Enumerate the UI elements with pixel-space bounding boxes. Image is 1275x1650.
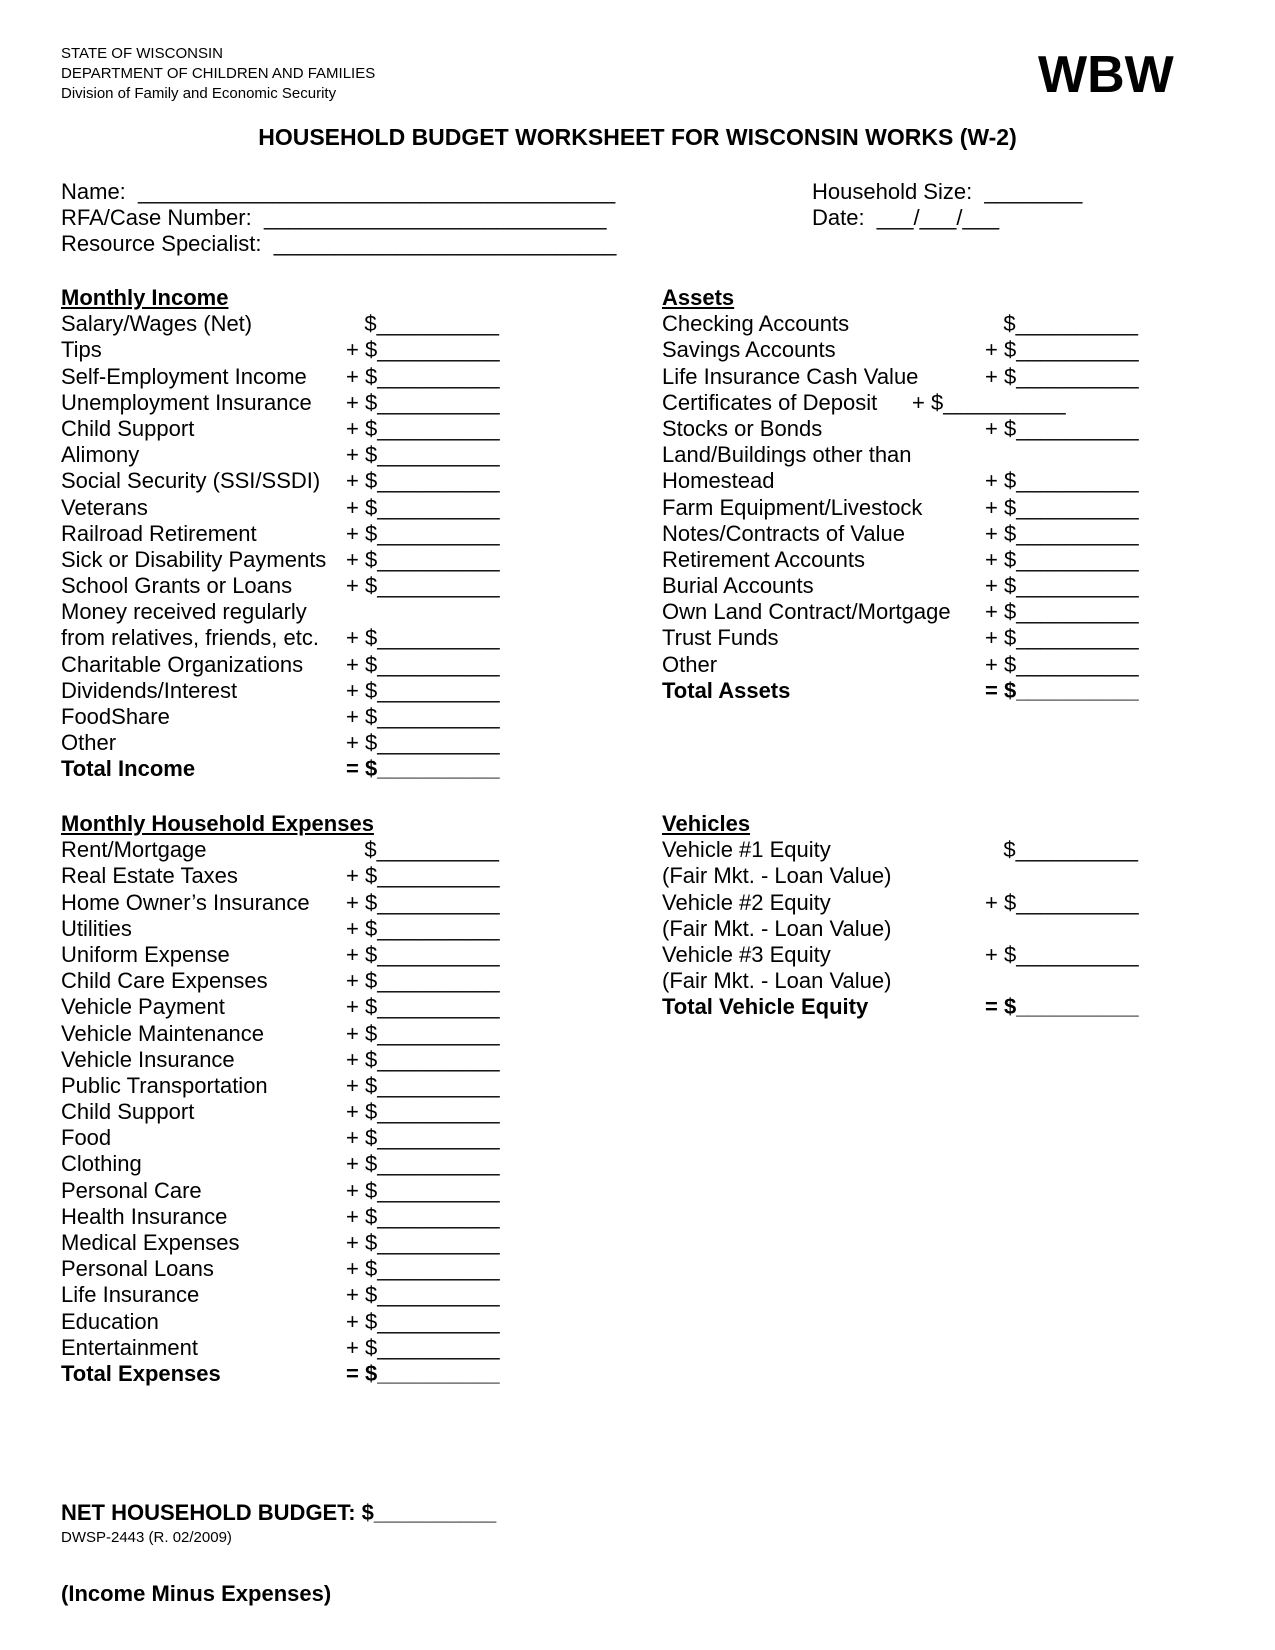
expense-row-vehicle-insurance bbox=[61, 1047, 561, 1073]
vehicle-label: Vehicle #2 Equity bbox=[662, 889, 831, 915]
expense-row-rent-mortgage bbox=[61, 837, 561, 863]
expense-row-personal-care bbox=[61, 1178, 561, 1204]
income-label: Social Security (SSI/SSDI) bbox=[61, 468, 321, 494]
income-row-railroad-retirement bbox=[61, 521, 561, 547]
monthly-income-section bbox=[61, 285, 561, 783]
asset-label: Life Insurance Cash Value bbox=[662, 363, 919, 389]
asset-label: Own Land Contract/Mortgage bbox=[662, 599, 951, 625]
income-amount-field[interactable]: + $__________ bbox=[346, 625, 500, 651]
income-amount-field[interactable]: = $__________ bbox=[346, 756, 500, 782]
income-heading bbox=[61, 285, 561, 311]
income-label: FoodShare bbox=[61, 704, 170, 729]
asset-row-stocks-or-bonds bbox=[662, 416, 1222, 442]
asset-label: Retirement Accounts bbox=[662, 546, 865, 572]
income-label: Charitable Organizations bbox=[61, 651, 304, 677]
vehicle-row-vehicle-1-equity bbox=[662, 837, 1222, 863]
asset-row-burial-accounts bbox=[662, 573, 1222, 599]
expense-label: Food bbox=[61, 1125, 112, 1151]
asset-label: Homestead bbox=[662, 468, 775, 494]
income-amount-field[interactable]: + $__________ bbox=[346, 651, 500, 677]
income-amount-field[interactable]: $__________ bbox=[346, 311, 499, 337]
asset-amount-field[interactable]: + $__________ bbox=[985, 573, 1139, 599]
asset-label: Burial Accounts bbox=[662, 573, 814, 599]
income-label: from relatives, friends, etc. bbox=[61, 625, 319, 651]
expense-row-clothing bbox=[61, 1151, 561, 1177]
household-size-field[interactable]: Household Size: ________ bbox=[812, 179, 1083, 204]
asset-label: Farm Equipment/Livestock bbox=[662, 494, 923, 520]
asset-row-own-land-contract-mortgage bbox=[662, 599, 1222, 625]
asset-label: Land/Buildings other than bbox=[662, 442, 912, 468]
expense-row-public-transportation bbox=[61, 1073, 561, 1099]
expense-amount-field[interactable]: + $__________ bbox=[346, 863, 500, 889]
income-row-charitable-organizations bbox=[61, 652, 561, 678]
expense-row-vehicle-maintenance bbox=[61, 1021, 561, 1047]
income-label: School Grants or Loans bbox=[61, 573, 293, 599]
income-row-other bbox=[61, 730, 561, 756]
asset-label: Trust Funds bbox=[662, 625, 779, 651]
vehicle-amount-field[interactable]: + $__________ bbox=[985, 889, 1139, 915]
income-label: Other bbox=[61, 730, 117, 756]
expense-row-uniform-expense bbox=[61, 942, 561, 968]
income-label: Alimony bbox=[61, 442, 140, 468]
net-budget-line[interactable]: NET HOUSEHOLD BUDGET: $__________ bbox=[61, 1500, 497, 1525]
asset-amount-field[interactable]: $__________ bbox=[985, 311, 1138, 337]
asset-row-checking-accounts bbox=[662, 311, 1222, 337]
expense-label: Child Support bbox=[61, 1099, 195, 1125]
expense-label: Health Insurance bbox=[61, 1203, 228, 1229]
income-label: Self-Employment Income bbox=[61, 363, 307, 389]
income-amount-field[interactable]: + $__________ bbox=[346, 546, 500, 572]
expense-label: Entertainment bbox=[61, 1334, 198, 1360]
income-label: Railroad Retirement bbox=[61, 520, 257, 546]
expense-amount-field[interactable]: + $__________ bbox=[346, 941, 500, 967]
vehicle-heading: Vehicles bbox=[662, 811, 751, 836]
vehicle-row-fair-mkt-loan-value bbox=[662, 916, 1222, 942]
asset-amount-field[interactable]: + $__________ bbox=[912, 389, 1066, 415]
income-row-self-employment-income bbox=[61, 364, 561, 390]
expense-row-health-insurance bbox=[61, 1204, 561, 1230]
asset-row-other bbox=[662, 652, 1222, 678]
expense-label: Life Insurance bbox=[61, 1282, 200, 1308]
expense-amount-field[interactable]: $__________ bbox=[346, 837, 499, 863]
income-amount-field[interactable]: + $__________ bbox=[346, 363, 500, 389]
vehicle-row-vehicle-2-equity bbox=[662, 890, 1222, 916]
agency-state: STATE OF WISCONSIN bbox=[61, 45, 223, 62]
income-total-total-income bbox=[61, 756, 561, 782]
income-row-veterans bbox=[61, 495, 561, 521]
asset-amount-field[interactable]: + $__________ bbox=[985, 520, 1139, 546]
income-row-school-grants-or-loans bbox=[61, 573, 561, 599]
income-amount-field[interactable]: + $__________ bbox=[346, 468, 500, 494]
vehicle-label: Vehicle #3 Equity bbox=[662, 941, 831, 967]
income-row-sick-or-disability-payments bbox=[61, 547, 561, 573]
income-amount-field[interactable]: + $__________ bbox=[346, 389, 500, 415]
vehicle-row-fair-mkt-loan-value bbox=[662, 863, 1222, 889]
expense-heading bbox=[61, 811, 561, 837]
income-label: Child Support bbox=[61, 415, 195, 441]
vehicles-section bbox=[662, 811, 1222, 1021]
asset-row-savings-accounts bbox=[662, 337, 1222, 363]
income-amount-field[interactable]: + $__________ bbox=[346, 494, 500, 520]
agency-block bbox=[61, 44, 375, 104]
expense-label: Vehicle Payment bbox=[61, 994, 225, 1020]
income-row-social-security-ssi-ssdi bbox=[61, 468, 561, 494]
agency-division: Division of Family and Economic Security bbox=[61, 85, 337, 102]
expense-row-medical-expenses bbox=[61, 1230, 561, 1256]
income-amount-field[interactable]: + $__________ bbox=[346, 520, 500, 546]
asset-heading bbox=[662, 285, 1222, 311]
expense-amount-field[interactable]: + $__________ bbox=[346, 1334, 500, 1360]
expense-amount-field[interactable]: + $__________ bbox=[346, 968, 500, 994]
asset-amount-field[interactable]: + $__________ bbox=[985, 415, 1139, 441]
expense-row-home-owner-s-insurance bbox=[61, 890, 561, 916]
asset-amount-field[interactable]: + $__________ bbox=[985, 599, 1139, 625]
expense-label: Rent/Mortgage bbox=[61, 837, 207, 863]
expense-label: Clothing bbox=[61, 1151, 142, 1177]
expense-amount-field[interactable]: + $__________ bbox=[346, 994, 500, 1020]
asset-row-notes-contracts-of-value bbox=[662, 521, 1222, 547]
expense-heading: Monthly Household Expenses bbox=[61, 811, 374, 836]
expense-row-child-care-expenses bbox=[61, 968, 561, 994]
asset-amount-field[interactable]: = $__________ bbox=[985, 677, 1139, 703]
form-code: WBW bbox=[1038, 46, 1174, 104]
expense-label: Medical Expenses bbox=[61, 1230, 240, 1255]
asset-row-certificates-of-deposit bbox=[662, 390, 1222, 416]
expense-amount-field[interactable]: = $__________ bbox=[346, 1360, 500, 1386]
expense-row-entertainment bbox=[61, 1335, 561, 1361]
resource-specialist-field[interactable]: Resource Specialist: ____________________________ bbox=[61, 231, 617, 256]
asset-label: Other bbox=[662, 651, 718, 677]
page-title: HOUSEHOLD BUDGET WORKSHEET FOR WISCONSIN WORKS (W-2) bbox=[258, 124, 1017, 150]
income-label: Sick or Disability Payments bbox=[61, 546, 327, 572]
income-amount-field[interactable]: + $__________ bbox=[346, 573, 500, 599]
asset-row-trust-funds bbox=[662, 625, 1222, 651]
expense-row-utilities bbox=[61, 916, 561, 942]
income-label: Unemployment Insurance bbox=[61, 389, 312, 415]
expense-amount-field[interactable]: + $__________ bbox=[346, 889, 500, 915]
expense-label: Total Expenses bbox=[61, 1360, 221, 1386]
asset-label: Checking Accounts bbox=[662, 311, 850, 337]
expense-label: Personal Care bbox=[61, 1177, 202, 1203]
income-amount-field[interactable]: + $__________ bbox=[346, 442, 500, 468]
vehicle-amount-field[interactable]: = $__________ bbox=[985, 994, 1139, 1020]
expense-row-vehicle-payment bbox=[61, 994, 561, 1020]
asset-label: Total Assets bbox=[662, 677, 791, 703]
expense-label: Personal Loans bbox=[61, 1256, 214, 1282]
expense-amount-field[interactable]: + $__________ bbox=[346, 1203, 500, 1229]
vehicle-total-total-vehicle-equity bbox=[662, 994, 1222, 1020]
expense-label: Vehicle Insurance bbox=[61, 1046, 235, 1072]
income-amount-field[interactable]: + $__________ bbox=[346, 415, 500, 441]
vehicle-label: Vehicle #1 Equity bbox=[662, 837, 831, 863]
date-field[interactable]: Date: ___/___/___ bbox=[812, 205, 1000, 230]
expense-row-life-insurance bbox=[61, 1282, 561, 1308]
expense-amount-field[interactable]: + $__________ bbox=[346, 1256, 500, 1282]
income-row-salary-wages-net bbox=[61, 311, 561, 337]
vehicle-label: (Fair Mkt. - Loan Value) bbox=[662, 863, 892, 889]
asset-label: Certificates of Deposit bbox=[662, 389, 878, 415]
expense-row-personal-loans bbox=[61, 1256, 561, 1282]
net-budget-note: (Income Minus Expenses) bbox=[61, 1581, 332, 1606]
income-label: Veterans bbox=[61, 494, 148, 520]
income-row-foodshare bbox=[61, 704, 561, 730]
vehicle-label: (Fair Mkt. - Loan Value) bbox=[662, 968, 892, 994]
expense-label: Home Owner’s Insurance bbox=[61, 889, 310, 915]
expense-amount-field[interactable]: + $__________ bbox=[346, 1282, 500, 1308]
expense-amount-field[interactable]: + $__________ bbox=[346, 1230, 500, 1255]
header-fields-right bbox=[812, 179, 1082, 231]
income-amount-field[interactable]: + $__________ bbox=[346, 337, 500, 363]
expense-row-real-estate-taxes bbox=[61, 863, 561, 889]
asset-amount-field[interactable]: + $__________ bbox=[985, 468, 1139, 494]
expense-row-education bbox=[61, 1309, 561, 1335]
monthly-expenses-section bbox=[61, 811, 561, 1387]
income-amount-field[interactable]: + $__________ bbox=[346, 677, 500, 703]
asset-row-land-buildings-other-than bbox=[662, 442, 1222, 468]
expense-label: Child Care Expenses bbox=[61, 968, 268, 994]
vehicle-label: Total Vehicle Equity bbox=[662, 994, 869, 1020]
case-number-field[interactable]: RFA/Case Number: ____________________________ bbox=[61, 205, 607, 230]
agency-department: DEPARTMENT OF CHILDREN AND FAMILIES bbox=[61, 65, 376, 82]
expense-amount-field[interactable]: + $__________ bbox=[346, 1072, 500, 1098]
expense-label: Real Estate Taxes bbox=[61, 863, 238, 889]
expense-row-food bbox=[61, 1125, 561, 1151]
asset-row-life-insurance-cash-value bbox=[662, 364, 1222, 390]
expense-label: Education bbox=[61, 1308, 159, 1334]
header-fields-left bbox=[61, 179, 616, 257]
vehicle-row-vehicle-3-equity bbox=[662, 942, 1222, 968]
vehicle-amount-field[interactable]: $__________ bbox=[985, 837, 1138, 863]
expense-amount-field[interactable]: + $__________ bbox=[346, 1177, 500, 1203]
expense-amount-field[interactable]: + $__________ bbox=[346, 1020, 500, 1046]
name-field[interactable]: Name: _______________________________________ bbox=[61, 179, 616, 204]
vehicle-row-fair-mkt-loan-value bbox=[662, 968, 1222, 994]
asset-amount-field[interactable]: + $__________ bbox=[985, 494, 1139, 520]
income-heading: Monthly Income bbox=[61, 285, 229, 310]
expense-amount-field[interactable]: + $__________ bbox=[346, 915, 500, 941]
income-label: Salary/Wages (Net) bbox=[61, 311, 253, 337]
expense-amount-field[interactable]: + $__________ bbox=[346, 1099, 500, 1125]
income-label: Tips bbox=[61, 337, 102, 363]
expense-label: Public Transportation bbox=[61, 1072, 268, 1098]
asset-row-homestead bbox=[662, 468, 1222, 494]
income-label: Money received regularly bbox=[61, 599, 307, 625]
income-amount-field[interactable]: + $__________ bbox=[346, 704, 500, 729]
income-amount-field[interactable]: + $__________ bbox=[346, 730, 500, 756]
asset-label: Savings Accounts bbox=[662, 337, 836, 363]
income-row-unemployment-insurance bbox=[61, 390, 561, 416]
income-row-child-support bbox=[61, 416, 561, 442]
income-label: Total Income bbox=[61, 756, 196, 782]
vehicle-label: (Fair Mkt. - Loan Value) bbox=[662, 915, 892, 941]
asset-amount-field[interactable]: + $__________ bbox=[985, 337, 1139, 363]
expense-label: Utilities bbox=[61, 915, 132, 941]
vehicle-heading bbox=[662, 811, 1222, 837]
asset-amount-field[interactable]: + $__________ bbox=[985, 625, 1139, 651]
asset-amount-field[interactable]: + $__________ bbox=[985, 651, 1139, 677]
expense-amount-field[interactable]: + $__________ bbox=[346, 1046, 500, 1072]
asset-total-total-assets bbox=[662, 678, 1222, 704]
asset-label: Stocks or Bonds bbox=[662, 415, 823, 441]
expense-amount-field[interactable]: + $__________ bbox=[346, 1151, 500, 1177]
expense-amount-field[interactable]: + $__________ bbox=[346, 1125, 500, 1151]
income-row-alimony bbox=[61, 442, 561, 468]
vehicle-amount-field[interactable]: + $__________ bbox=[985, 941, 1139, 967]
form-number: DWSP-2443 (R. 02/2009) bbox=[61, 1529, 232, 1546]
asset-row-farm-equipment-livestock bbox=[662, 495, 1222, 521]
income-row-money-received-regularly bbox=[61, 599, 561, 625]
expense-row-child-support bbox=[61, 1099, 561, 1125]
expense-label: Vehicle Maintenance bbox=[61, 1020, 265, 1046]
expense-total-total-expenses bbox=[61, 1361, 561, 1387]
income-row-from-relatives-friends-etc bbox=[61, 625, 561, 651]
asset-amount-field[interactable]: + $__________ bbox=[985, 363, 1139, 389]
asset-label: Notes/Contracts of Value bbox=[662, 520, 905, 546]
expense-label: Uniform Expense bbox=[61, 941, 230, 967]
expense-amount-field[interactable]: + $__________ bbox=[346, 1308, 500, 1334]
income-row-tips bbox=[61, 337, 561, 363]
income-row-dividends-interest bbox=[61, 678, 561, 704]
assets-section bbox=[662, 285, 1222, 704]
asset-row-retirement-accounts bbox=[662, 547, 1222, 573]
asset-amount-field[interactable]: + $__________ bbox=[985, 546, 1139, 572]
asset-heading: Assets bbox=[662, 285, 735, 310]
income-label: Dividends/Interest bbox=[61, 677, 238, 703]
